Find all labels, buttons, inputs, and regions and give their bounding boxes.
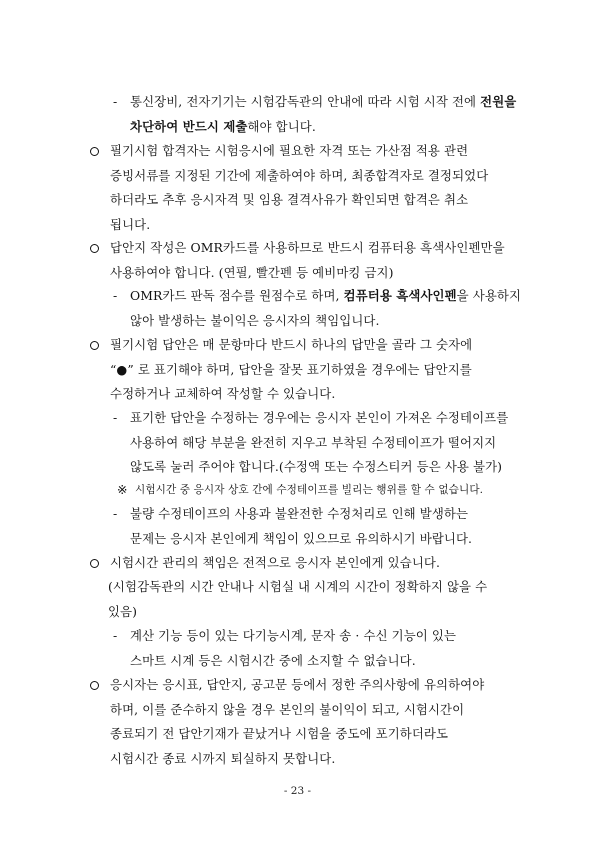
- emphasized-text: 컴퓨터용 흑색사인펜: [343, 288, 457, 303]
- paragraph-line: [110, 192, 468, 208]
- text-segment: 시험시간 종료 시까지 퇴실하지 못합니다.: [110, 750, 336, 766]
- text-segment: 응시자는 응시표, 답안지, 공고문 등에서 정한 주의사항에 유의하여야: [110, 677, 485, 692]
- text-segment: 사용하여야 합니다. (연필, 빨간펜 등 예비마킹 금지): [110, 264, 394, 280]
- text-segment: 시험시간 관리의 책임은 전적으로 응시자 본인에게 있습니다.: [110, 555, 441, 570]
- text-segment: 시험시간 중 응시자 상호 간에 수정테이프를 빌리는 행위를 할 수 없습니다.: [135, 484, 484, 496]
- text-segment: 통신장비, 전자기기는 시험감독관의 안내에 따라 시험 시작 전에: [130, 94, 481, 109]
- text-segment: 종료되기 전 답안기재가 끝났거나 시험을 중도에 포기하더라도: [110, 726, 449, 741]
- paragraph-line: [110, 168, 488, 184]
- paragraph-line: [130, 531, 472, 547]
- paragraph-line: [130, 313, 380, 329]
- reference-mark: ※: [117, 482, 128, 497]
- text-segment: 않아 발생하는 불이익은 응시자의 책임입니다.: [130, 312, 380, 328]
- circle-bullet-icon: [90, 559, 99, 568]
- paragraph-line: [130, 435, 496, 451]
- paragraph-line: [135, 482, 483, 498]
- circle-bullet-icon: [90, 341, 99, 350]
- emphasized-text: 차단하여 반드시 제출: [130, 118, 248, 134]
- paragraph-line: [130, 653, 416, 669]
- circle-bullet-icon: [90, 681, 99, 690]
- paragraph-line: [110, 265, 394, 281]
- paragraph-line: [108, 579, 487, 595]
- paragraph-line: [110, 751, 335, 767]
- text-segment: 필기시험 답안은 매 문항마다 반드시 하나의 답만을 골라 그 숫자에: [110, 337, 473, 352]
- paragraph-line: [110, 702, 464, 718]
- text-segment: 필기시험 합격자는 시험응시에 필요한 자격 또는 가산점 적용 관련: [110, 143, 469, 158]
- dash-bullet: -: [113, 94, 118, 109]
- text-segment: OMR카드 판독 점수를 원점수로 하며,: [130, 288, 344, 303]
- text-segment: 증빙서류를 지정된 기간에 제출하여야 하며, 최종합격자로 결정되었다: [110, 167, 489, 183]
- paragraph-line: [110, 726, 448, 742]
- paragraph-line: [110, 386, 335, 402]
- paragraph-line: [110, 240, 505, 256]
- text-segment: 있음): [108, 603, 138, 619]
- paragraph-line: [130, 410, 508, 426]
- emphasized-text: 전원을: [480, 94, 517, 109]
- text-segment: 계산 기능 등이 있는 다기능시계, 문자 송 · 수신 기능이 있는: [130, 628, 457, 643]
- text-segment: 됩니다.: [110, 216, 151, 232]
- paragraph-line: [130, 288, 521, 304]
- text-segment: 하며, 이를 준수하지 않을 경우 본인의 불이익이 되고, 시험시간이: [110, 701, 465, 717]
- circle-bullet-icon: [90, 244, 99, 253]
- paragraph-line: [108, 604, 137, 620]
- paragraph-line: [130, 94, 516, 110]
- text-segment: 스마트 시계 등은 시험시간 중에 소지할 수 없습니다.: [130, 652, 416, 668]
- paragraph-line: [110, 677, 484, 693]
- text-segment: 을 사용하지: [456, 288, 522, 303]
- paragraph-line: [130, 459, 502, 475]
- text-segment: 하더라도 추후 응시자격 및 임용 결격사유가 확인되면 합격은 취소: [110, 192, 469, 207]
- paragraph-line: [110, 217, 150, 233]
- paragraph-line: [130, 506, 468, 522]
- text-segment: 사용하여 해당 부분을 완전히 지우고 부착된 수정테이프가 떨어지지: [130, 434, 497, 450]
- text-segment: 않도록 눌러 주어야 합니다.(수정액 또는 수정스티커 등은 사용 불가): [130, 459, 503, 474]
- circle-bullet-icon: [90, 147, 99, 156]
- text-segment: 표기한 답안을 수정하는 경우에는 응시자 본인이 가져온 수정테이프를: [130, 410, 509, 425]
- dash-bullet: -: [113, 628, 118, 643]
- paragraph-line: [130, 119, 316, 135]
- dash-bullet: -: [113, 506, 118, 521]
- dash-bullet: -: [113, 410, 118, 425]
- text-segment: 답안지 작성은 OMR카드를 사용하므로 반드시 컴퓨터용 흑색사인펜만을: [110, 240, 505, 255]
- paragraph-line: [130, 628, 456, 644]
- paragraph-line: [110, 555, 440, 571]
- dash-bullet: -: [113, 288, 118, 303]
- page-number: - 23 -: [283, 785, 312, 797]
- paragraph-line: [110, 337, 472, 353]
- text-segment: 불량 수정테이프의 사용과 불완전한 수정처리로 인해 발생하는: [130, 506, 469, 521]
- text-segment: 수정하거나 교체하여 작성할 수 있습니다.: [110, 386, 336, 401]
- text-segment: (시험감독관의 시간 안내나 시험실 내 시계의 시간이 정확하지 않을 수: [108, 579, 488, 594]
- text-segment: “●” 로 표기해야 하며, 답안을 잘못 표기하였을 경우에는 답안지를: [110, 361, 472, 377]
- text-segment: 문제는 응시자 본인에게 책임이 있으므로 유의하시기 바랍니다.: [130, 530, 473, 546]
- paragraph-line: [110, 143, 468, 159]
- text-segment: 해야 합니다.: [247, 118, 316, 134]
- paragraph-line: [110, 362, 472, 378]
